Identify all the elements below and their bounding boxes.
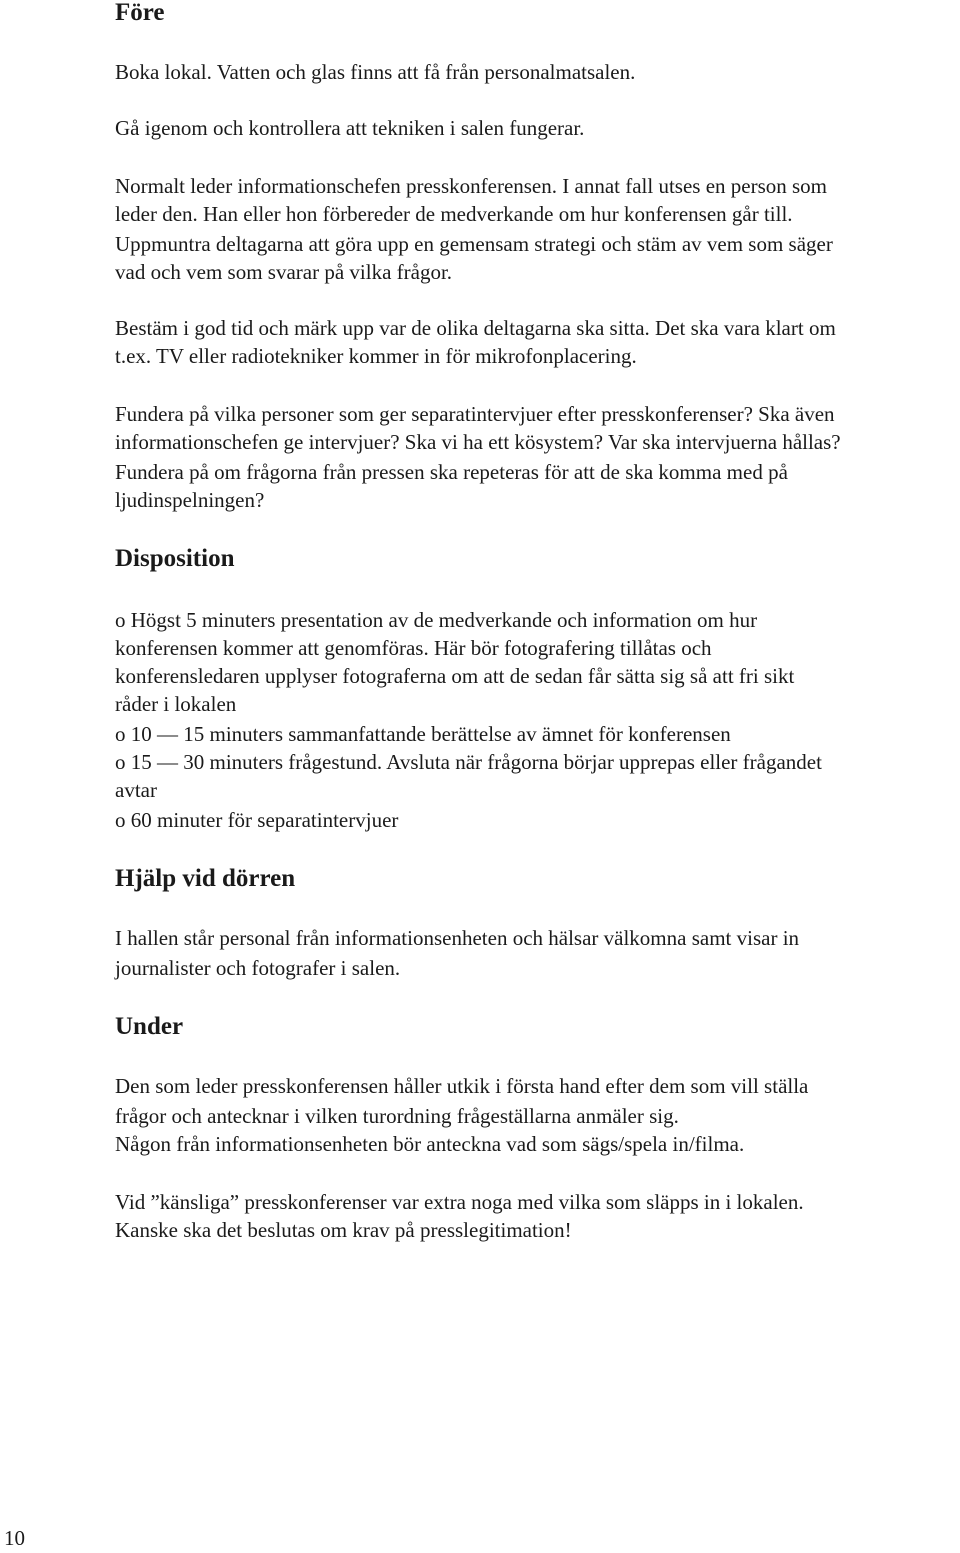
heading-under: Under <box>115 1013 184 1040</box>
under-line-2: frågor och antecknar i vilken turordning frågeställarna anmäler sig. <box>115 1104 679 1128</box>
under-line-1: Den som leder presskonferensen håller utkik i första hand efter dem som vill ställa <box>115 1074 809 1098</box>
heading-disposition: Disposition <box>115 545 235 572</box>
disposition-line-2: konferensen kommer att genomföras. Här bör fotografering tillåtas och <box>115 636 712 660</box>
fore-line-2: Gå igenom och kontrollera att tekniken i salen fungerar. <box>115 116 585 140</box>
fore-line-10: informationschefen ge intervjuer? Ska vi ha ett kösystem? Var ska intervjuerna hållas? <box>115 430 841 454</box>
fore-line-11: Fundera på om frågorna från pressen ska repeteras för att de ska komma med på <box>115 460 788 484</box>
disposition-line-5: o 10 — 15 minuters sammanfattande berättelse av ämnet för konferensen <box>115 722 731 746</box>
disposition-line-3: konferensledaren upplyser fotograferna om att de sedan får sätta sig så att fri sikt <box>115 664 795 688</box>
heading-hjalp-vid-dorren: Hjälp vid dörren <box>115 865 296 892</box>
fore-line-3: Normalt leder informationschefen presskonferensen. I annat fall utses en person som <box>115 174 828 198</box>
fore-line-7: Bestäm i god tid och märk upp var de olika deltagarna ska sitta. Det ska vara klart om <box>115 316 836 340</box>
under-line-3: Någon från informationsenheten bör anteckna vad som sägs/spela in/filma. <box>115 1132 745 1156</box>
hjalp-line-2: journalister och fotografer i salen. <box>115 956 401 980</box>
fore-line-8: t.ex. TV eller radiotekniker kommer in för mikrofonplacering. <box>115 344 637 368</box>
fore-line-12: ljudinspelningen? <box>115 488 265 512</box>
fore-line-4: leder den. Han eller hon förbereder de medverkande om hur konferensen går till. <box>115 202 793 226</box>
fore-line-1: Boka lokal. Vatten och glas finns att få från personalmatsalen. <box>115 60 636 84</box>
disposition-line-7: avtar <box>115 778 157 802</box>
fore-line-6: vad och vem som svarar på vilka frågor. <box>115 260 453 284</box>
page-number: 10 <box>4 1526 25 1550</box>
heading-fore: Före <box>115 0 165 26</box>
disposition-line-1: o Högst 5 minuters presentation av de medverkande och information om hur <box>115 608 758 632</box>
under-line-4: Vid ”känsliga” presskonferenser var extra noga med vilka som släpps in i lokalen. <box>115 1190 804 1214</box>
disposition-line-8: o 60 minuter för separatintervjuer <box>115 808 399 832</box>
disposition-line-4: råder i lokalen <box>115 692 237 716</box>
under-line-5: Kanske ska det beslutas om krav på presslegitimation! <box>115 1218 572 1242</box>
fore-line-9: Fundera på vilka personer som ger separatintervjuer efter presskonferenser? Ska även <box>115 402 835 426</box>
disposition-line-6: o 15 — 30 minuters frågestund. Avsluta när frågorna börjar upprepas eller frågandet <box>115 750 822 774</box>
hjalp-line-1: I hallen står personal från informationsenheten och hälsar välkomna samt visar in <box>115 926 800 950</box>
fore-line-5: Uppmuntra deltagarna att göra upp en gemensam strategi och stäm av vem som säger <box>115 232 833 256</box>
